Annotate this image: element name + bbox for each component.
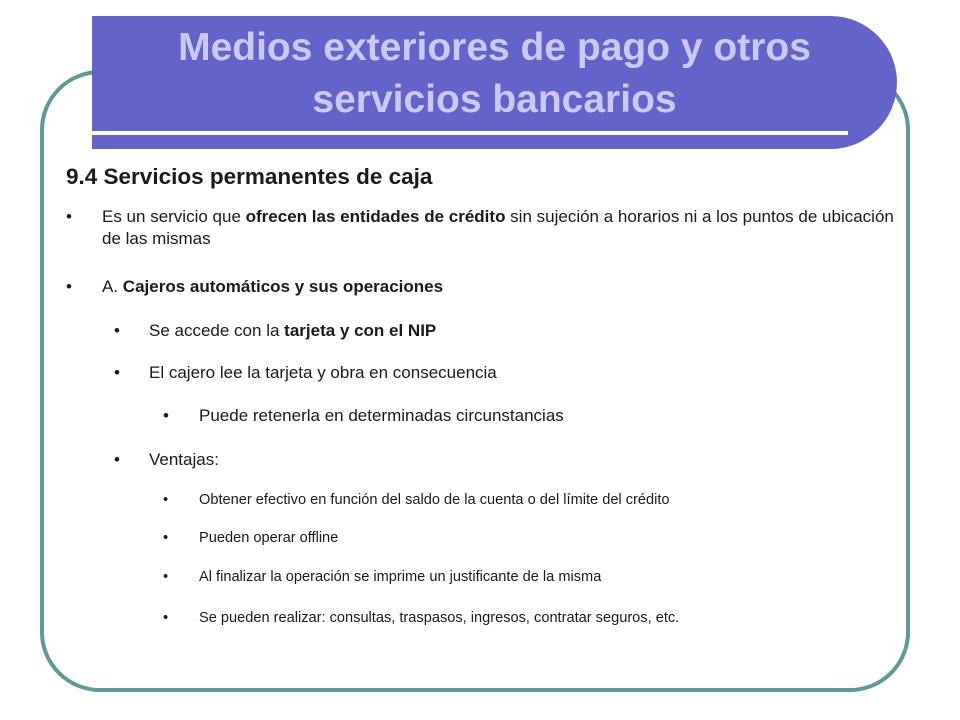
bullet-text: Obtener efectivo en función del saldo de la cuenta o del límite del crédito xyxy=(199,492,670,508)
bullet-item-entidades xyxy=(66,206,916,250)
bullet-marker: • xyxy=(163,492,169,508)
bullet-marker: • xyxy=(163,406,169,425)
slide-title: Medios exteriores de pago y otros servicios bancarios xyxy=(178,26,811,121)
bullet-marker: • xyxy=(66,207,72,226)
bullet-text: Se pueden realizar: consultas, traspasos, ingresos, contratar seguros, etc. xyxy=(199,610,680,626)
bullet-item-cajeros xyxy=(66,276,443,298)
bullet-item-lectura xyxy=(114,362,497,384)
bullet-marker: • xyxy=(114,321,120,340)
bullet-item-retener xyxy=(163,405,564,427)
bullet-marker: • xyxy=(114,450,120,469)
bullet-text: El cajero lee la tarjeta y obra en consecuencia xyxy=(149,363,497,382)
bullet-item-offline xyxy=(163,527,338,549)
bullet-text: Al finalizar la operación se imprime un justificante de la misma xyxy=(199,569,602,585)
bullet-text: Es un servicio que ofrecen las entidades de crédito sin sujeción a horarios ni a los puntos de ubicación de las mismas xyxy=(102,207,894,248)
bullet-text: A. Cajeros automáticos y sus operaciones xyxy=(102,277,444,296)
bullet-marker: • xyxy=(163,530,169,546)
bullet-marker: • xyxy=(163,569,169,585)
bullet-text: Se accede con la tarjeta y con el NIP xyxy=(149,321,437,340)
bullet-text: Pueden operar offline xyxy=(199,530,339,546)
bullet-marker: • xyxy=(114,363,120,382)
bullet-text: Ventajas: xyxy=(149,450,219,469)
bullet-item-justificante xyxy=(163,566,601,588)
bullet-text: Puede retenerla en determinadas circunstancias xyxy=(199,406,564,425)
bullet-item-acceso xyxy=(114,320,436,342)
bullet-item-operaciones xyxy=(163,607,679,629)
bullet-item-ventajas xyxy=(114,449,219,471)
section-heading: 9.4 Servicios permanentes de caja xyxy=(66,164,433,189)
bullet-marker: • xyxy=(66,277,72,296)
bullet-item-efectivo xyxy=(163,489,670,511)
title-underline xyxy=(92,131,848,135)
bullet-marker: • xyxy=(163,610,169,626)
